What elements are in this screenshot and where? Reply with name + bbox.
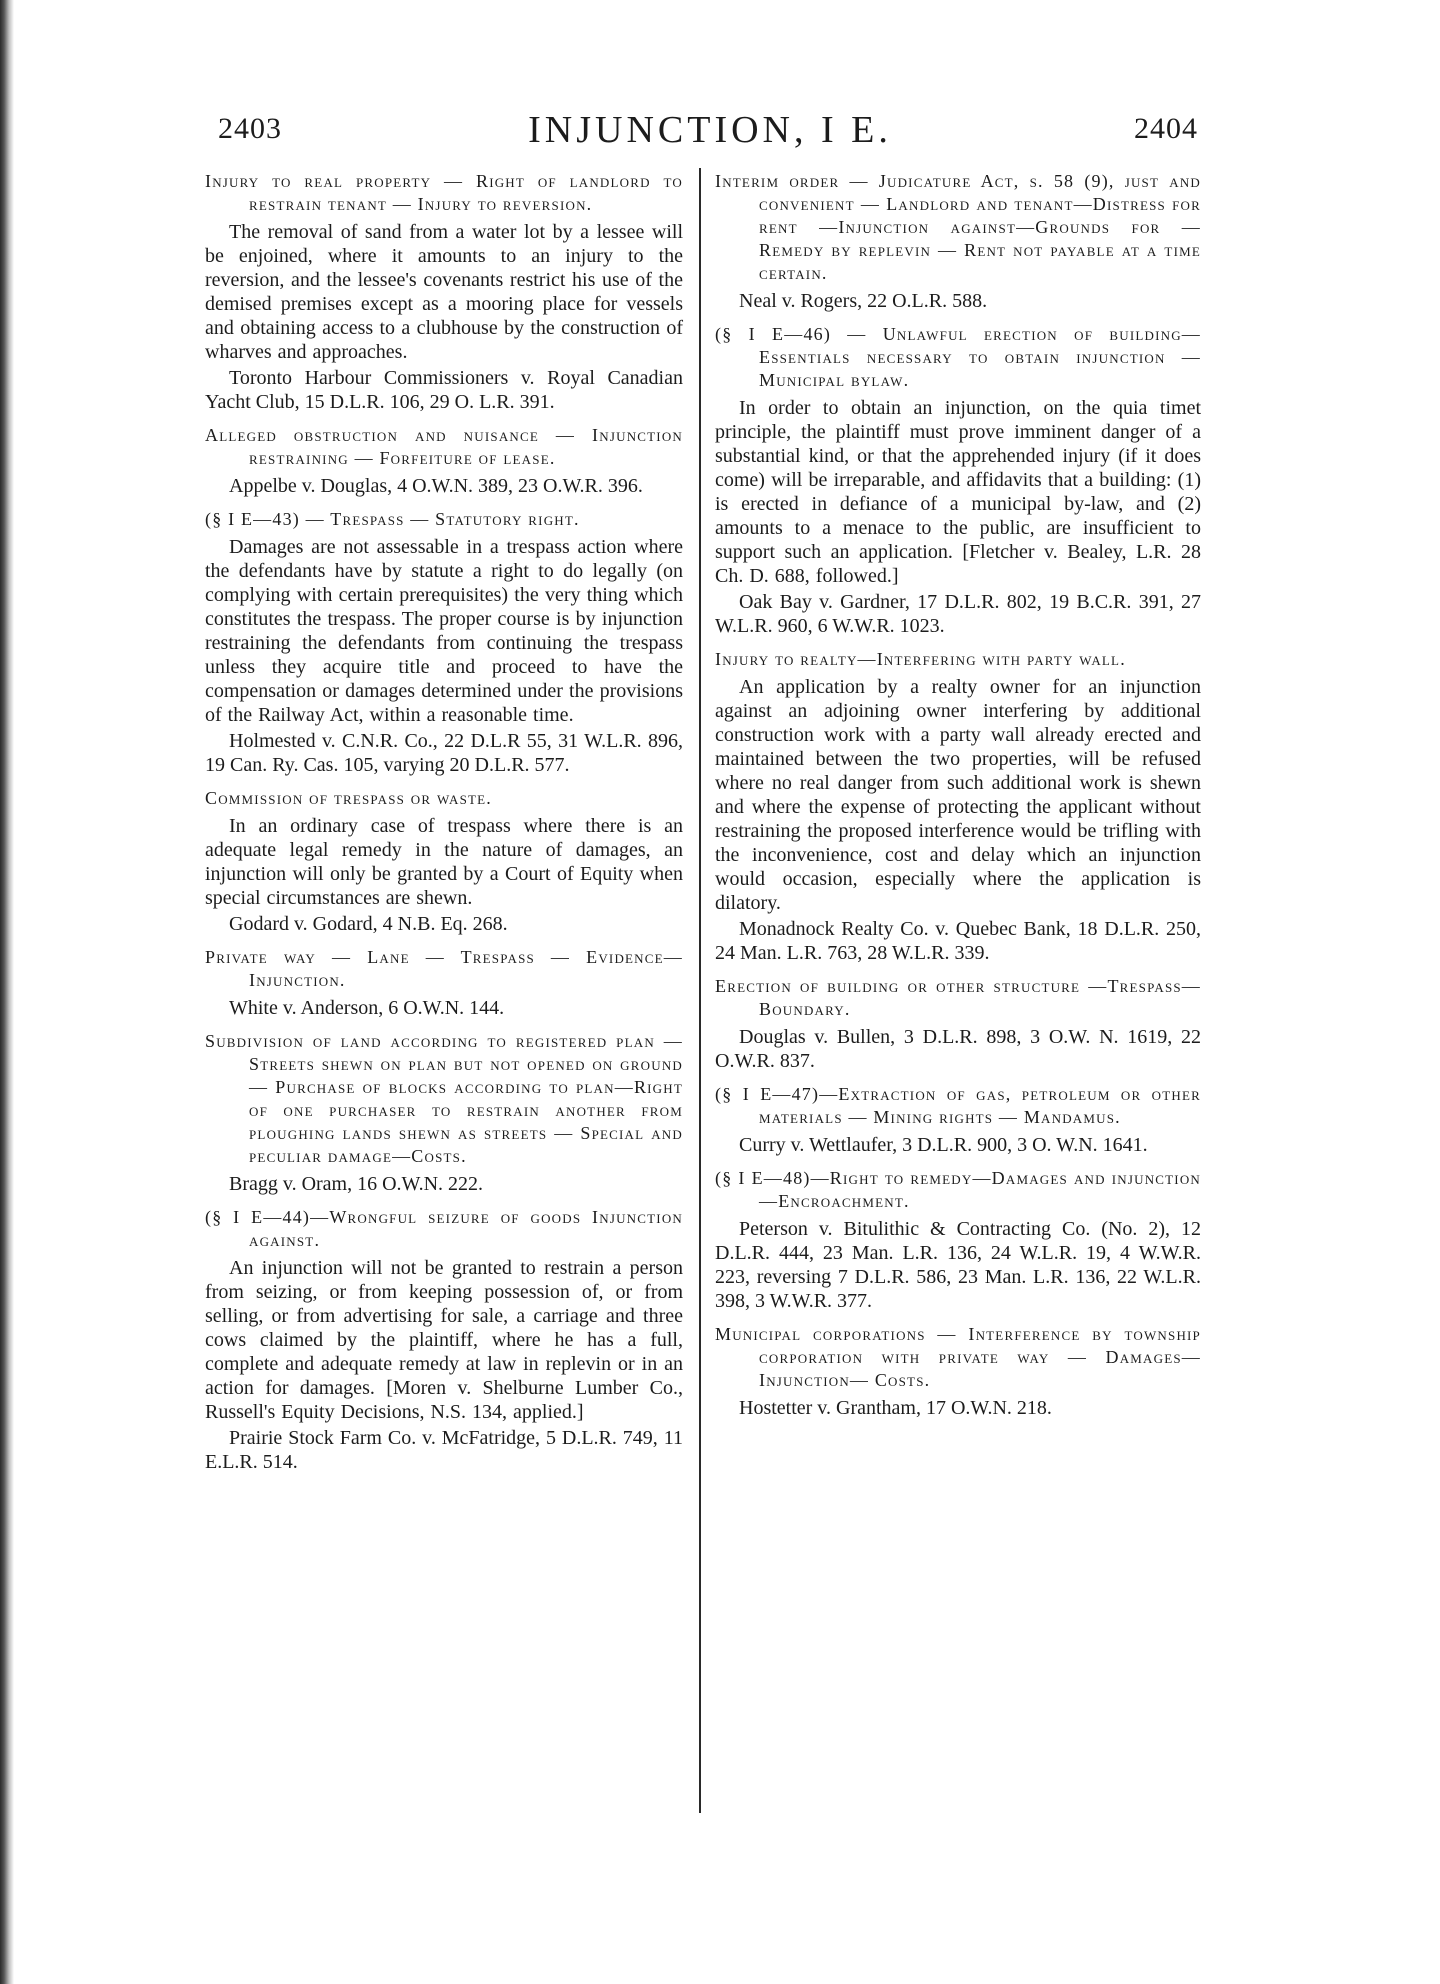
left-page-number: 2403 xyxy=(218,112,282,145)
digest-entry xyxy=(205,1206,683,1474)
entry-body: In order to obtain an injunction, on the quia timet principle, the plaintiff must prove imminent danger of a substantial kind, or that the apprehended injury (if it does come) will be irreparable, and affidavits that a building: (1) is erected in defiance of a municipal by-law, and (2) amounts to a menace to the public, are insufficient to support such an application. [Fletcher v. Bealey, L.R. 28 Ch. D. 688, followed.] xyxy=(715,397,1201,587)
digest-entry xyxy=(715,1083,1201,1157)
digest-entry xyxy=(715,648,1201,965)
digest-entry xyxy=(205,508,683,777)
entry-heading: Subdivision of land according to registered plan — Streets shewn on plan but not opened on ground — Purchase of blocks according to plan—Right of one purchaser to restrain another from ploughing lands shewn as streets — Special and peculiar damage—Costs. xyxy=(205,1031,683,1166)
entry-body: In an ordinary case of trespass where there is an adequate legal remedy in the nature of damages, an injunction will only be granted by a Court of Equity when special circumstances are shewn. xyxy=(205,815,683,909)
digest-entry xyxy=(205,424,683,498)
entry-heading: (§ I E—48)—Right to remedy—Damages and injunction—Encroachment. xyxy=(715,1168,1201,1211)
entry-heading: Private way — Lane — Trespass — Evidence—Injunction. xyxy=(205,947,683,990)
digest-entry xyxy=(205,1030,683,1196)
case-citation: Hostetter v. Grantham, 17 O.W.N. 218. xyxy=(739,1397,1052,1419)
entry-heading: Alleged obstruction and nuisance — Injunction restraining — Forfeiture of lease. xyxy=(205,425,683,468)
entry-body: An injunction will not be granted to restrain a person from seizing, or from keeping possession of, or from selling, or from advertising for sale, a carriage and three cows claimed by the plaintiff, where he has a full, complete and adequate remedy at law in replevin or in an action for damages. [Moren v. Shelburne Lumber Co., Russell's Equity Decisions, N.S. 134, applied.] xyxy=(205,1257,683,1423)
case-citation: Godard v. Godard, 4 N.B. Eq. 268. xyxy=(229,913,508,935)
entry-body: The removal of sand from a water lot by a lessee will be enjoined, where it amounts to an injury to the reversion, and the lessee's covenants restrict his use of the demised premises except as a mooring place for vessels and obtaining access to a clubhouse by the construction of wharves and approaches. xyxy=(205,221,683,363)
right-column xyxy=(715,170,1201,1430)
entry-heading: Commission of trespass or waste. xyxy=(205,788,492,808)
case-citation: Appelbe v. Douglas, 4 O.W.N. 389, 23 O.W.R. 396. xyxy=(229,475,643,497)
digest-entry xyxy=(715,975,1201,1073)
entry-heading: (§ I E—46) — Unlawful erection of building—Essentials necessary to obtain injunction — Municipal bylaw. xyxy=(715,324,1201,390)
case-citation: Toronto Harbour Commissioners v. Royal Canadian Yacht Club, 15 D.L.R. 106, 29 O. L.R. 391. xyxy=(205,367,683,413)
entry-heading: Erection of building or other structure —Trespass—Boundary. xyxy=(715,976,1201,1019)
entry-heading: (§ I E—47)—Extraction of gas, petroleum or other materials — Mining rights — Mandamus. xyxy=(715,1084,1201,1127)
running-title: INJUNCTION, I E. xyxy=(528,109,892,151)
entry-heading: Municipal corporations — Interference by township corporation with private way — Damages—Injunction— Costs. xyxy=(715,1324,1201,1390)
entry-heading: Injury to realty—Interfering with party wall. xyxy=(715,649,1126,669)
case-citation: White v. Anderson, 6 O.W.N. 144. xyxy=(229,997,505,1019)
case-citation: Peterson v. Bitulithic & Contracting Co. (No. 2), 12 D.L.R. 444, 23 Man. L.R. 136, 24 W.L.R. 19, 4 W.W.R. 223, reversing 7 D.L.R. 586, 23 Man. L.R. 136, 22 W.L.R. 398, 3 W.W.R. 377. xyxy=(715,1218,1201,1312)
entry-heading: (§ I E—44)—Wrongful seizure of goods Injunction against. xyxy=(205,1207,683,1250)
entry-heading: (§ I E—43) — Trespass — Statutory right. xyxy=(205,509,580,529)
case-citation: Holmested v. C.N.R. Co., 22 D.L.R 55, 31 W.L.R. 896, 19 Can. Ry. Cas. 105, varying 20 D.L.R. 577. xyxy=(205,730,683,776)
digest-entry xyxy=(715,1167,1201,1313)
case-citation: Monadnock Realty Co. v. Quebec Bank, 18 D.L.R. 250, 24 Man. L.R. 763, 28 W.L.R. 339. xyxy=(715,918,1201,964)
entry-heading: Interim order — Judicature Act, s. 58 (9), just and convenient — Landlord and tenant—Distress for rent —Injunction against—Grounds for —Remedy by replevin — Rent not payable at a time certain. xyxy=(715,171,1201,283)
right-page-number: 2404 xyxy=(1134,112,1198,145)
digest-entry xyxy=(205,170,683,414)
entry-body: Damages are not assessable in a trespass action where the defendants have by statute a right to do legally (on complying with certain prerequisites) the very thing which constitutes the trespass. The proper course is by injunction restraining the defendants from continuing the trespass unless they acquire title and proceed to have the compensation or damages determined under the provisions of the Railway Act, within a reasonable time. xyxy=(205,536,683,726)
case-citation: Neal v. Rogers, 22 O.L.R. 588. xyxy=(739,290,988,312)
entry-body: An application by a realty owner for an injunction against an adjoining owner interfering by additional construction work with a party wall already erected and maintained between the two properties, will be refused where no real danger from such additional work is shewn and where the expense of protecting the applicant without restraining the proposed interference would be trifling with the inconvenience, cost and delay which an injunction would occasion, especially where the application is dilatory. xyxy=(715,676,1201,914)
case-citation: Prairie Stock Farm Co. v. McFatridge, 5 D.L.R. 749, 11 E.L.R. 514. xyxy=(205,1427,683,1473)
digest-entry xyxy=(715,170,1201,313)
digest-entry xyxy=(205,946,683,1020)
left-column xyxy=(205,170,683,1484)
digest-entry xyxy=(715,1323,1201,1420)
case-citation: Bragg v. Oram, 16 O.W.N. 222. xyxy=(229,1173,484,1195)
entry-heading: Injury to real property — Right of landlord to restrain tenant — Injury to reversion. xyxy=(205,171,683,214)
digest-entry xyxy=(715,323,1201,638)
case-citation: Oak Bay v. Gardner, 17 D.L.R. 802, 19 B.C.R. 391, 27 W.L.R. 960, 6 W.W.R. 1023. xyxy=(715,591,1201,637)
page-binding-edge xyxy=(0,0,14,1984)
digest-entry xyxy=(205,787,683,936)
page-header xyxy=(210,108,1210,156)
column-divider xyxy=(699,168,701,1813)
case-citation: Douglas v. Bullen, 3 D.L.R. 898, 3 O.W. N. 1619, 22 O.W.R. 837. xyxy=(715,1026,1201,1072)
case-citation: Curry v. Wettlaufer, 3 D.L.R. 900, 3 O. W.N. 1641. xyxy=(739,1134,1148,1156)
